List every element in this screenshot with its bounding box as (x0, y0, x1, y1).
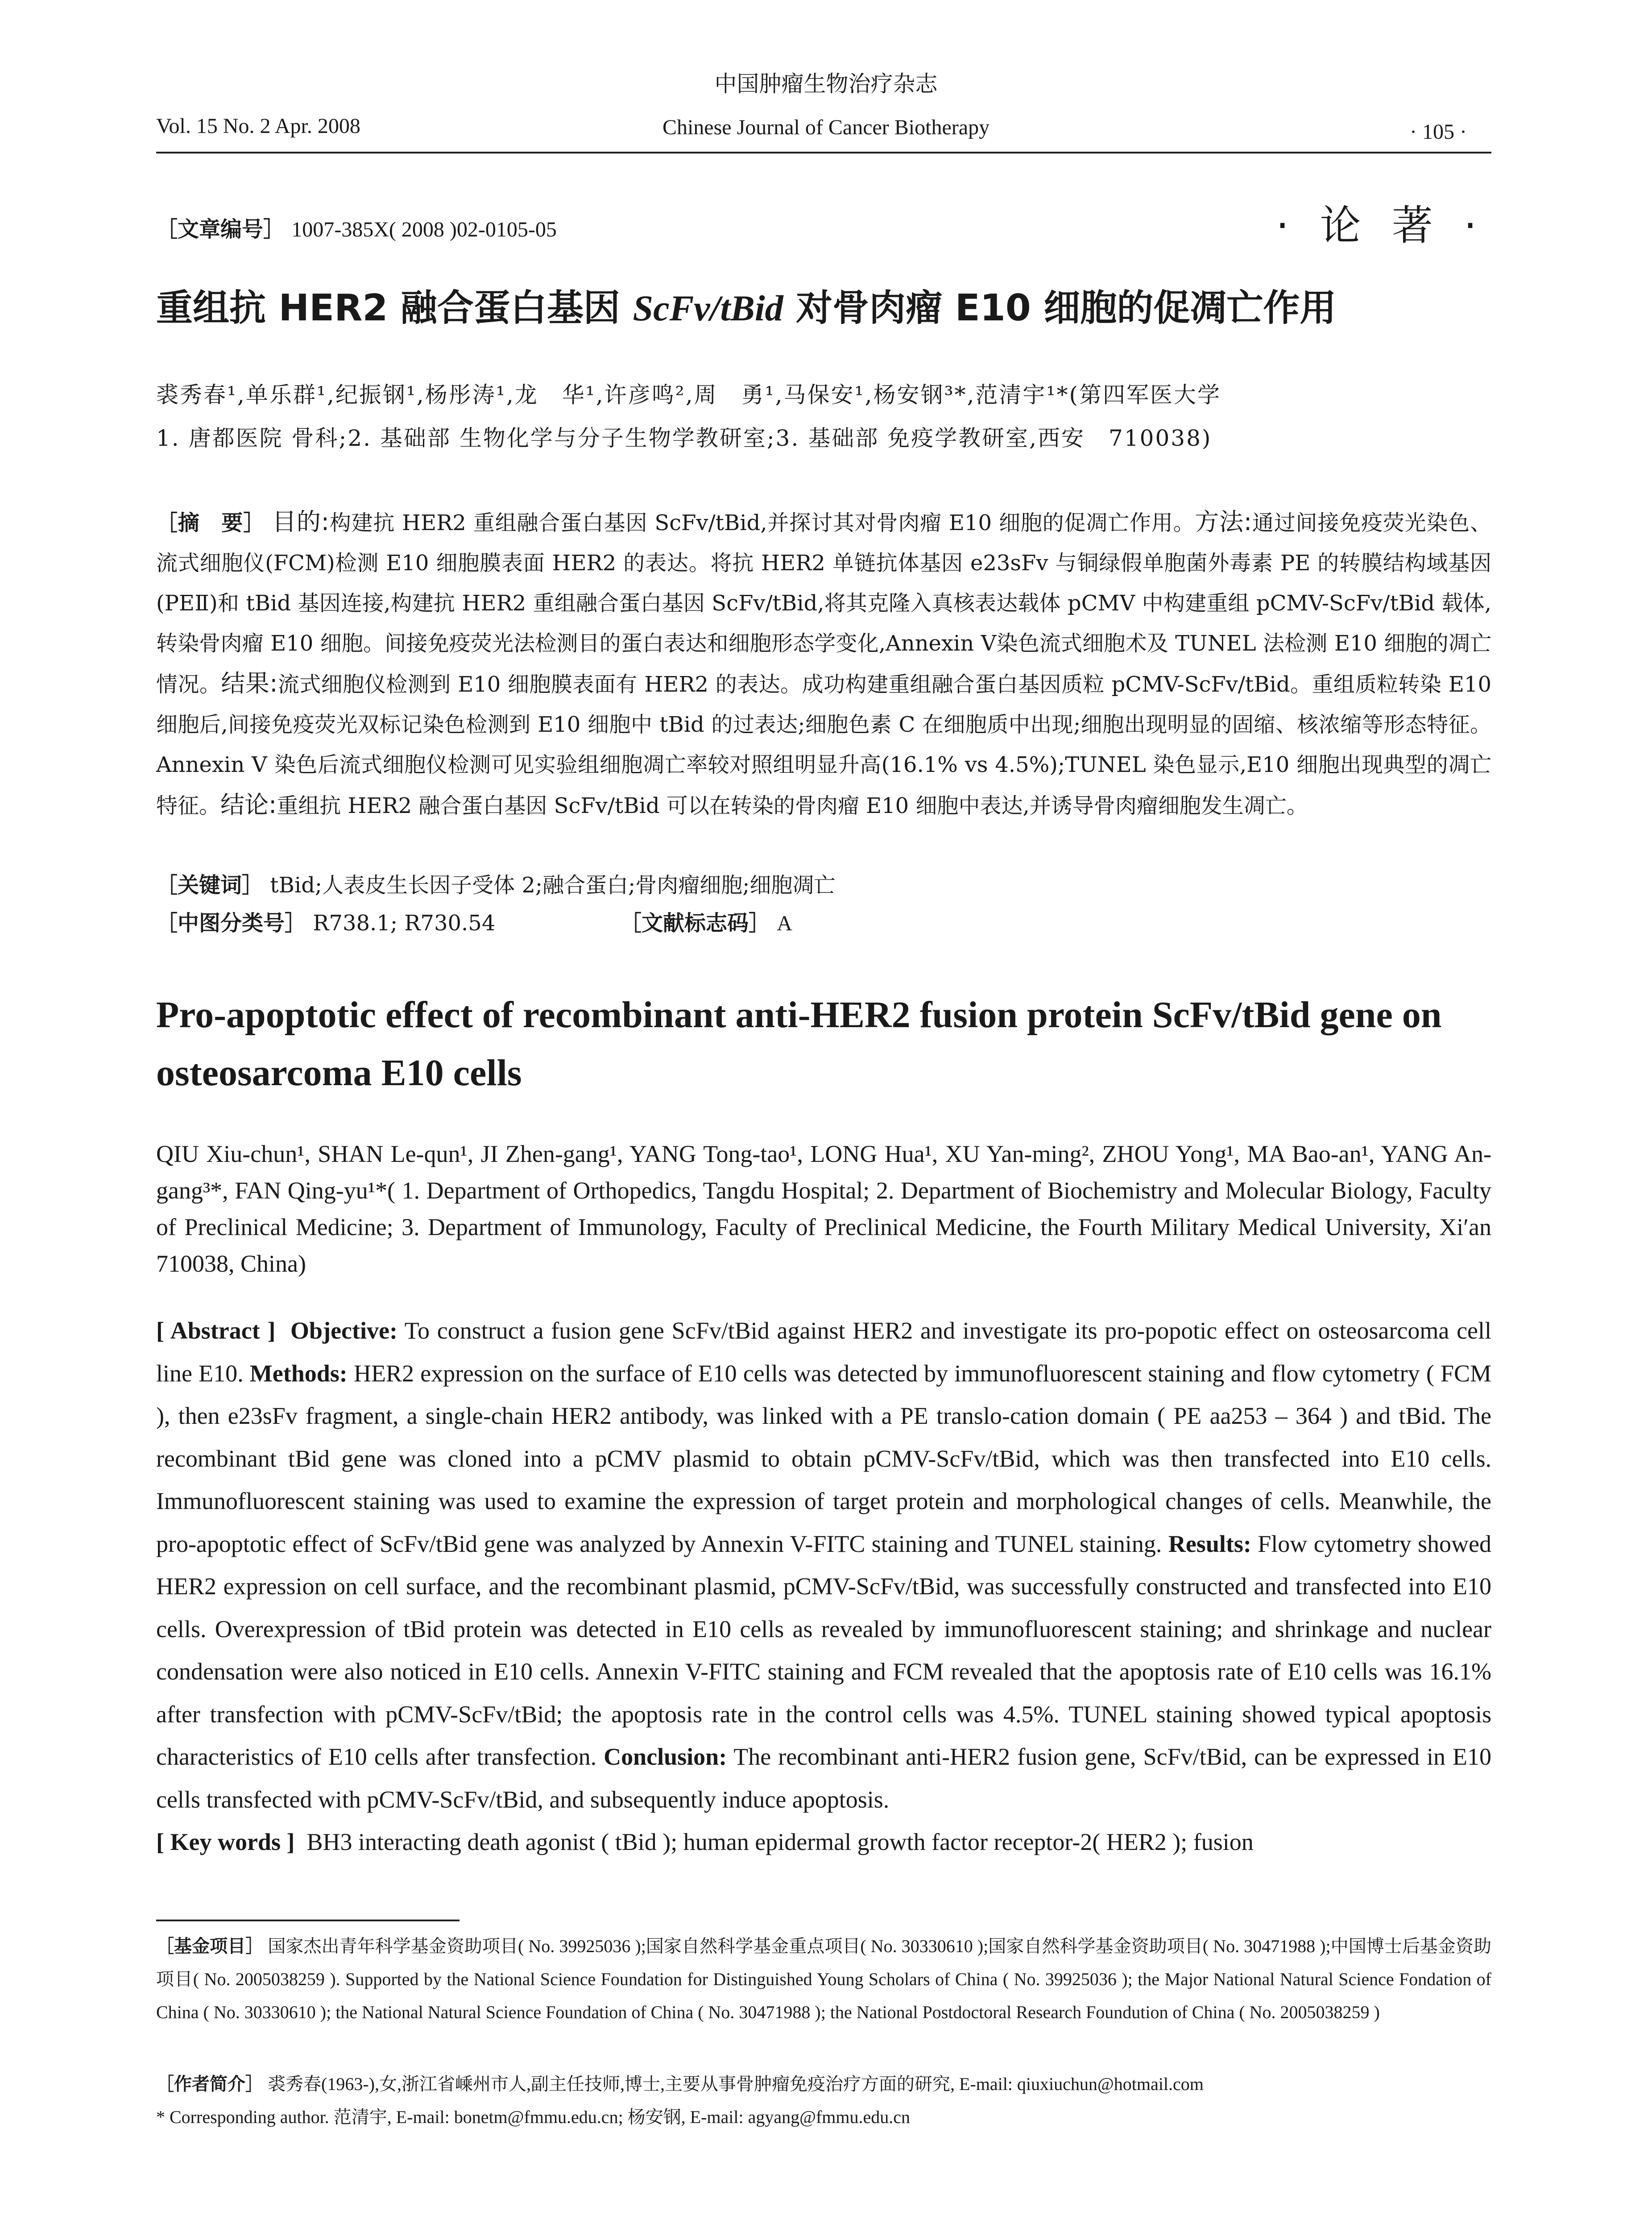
document-code (620, 906, 792, 937)
article-number-label: ［文章编号］ (156, 217, 285, 242)
author-brief (156, 2068, 1491, 2101)
journal-title-en: Chinese Journal of Cancer Biotherapy (662, 116, 990, 139)
footnote-rule (156, 1920, 460, 1921)
clc-label: ［中图分类号］ (156, 911, 306, 936)
clc-value: R738.1; R730.54 (313, 911, 496, 936)
classification-line (156, 906, 495, 937)
doc-code-value: A (777, 912, 792, 935)
abstract-en-label: [ Abstract ] (156, 1317, 276, 1344)
abstract-en-conclusion-label: Conclusion: (604, 1743, 727, 1770)
abstract-en-objective: To construct a fusion gene ScFv/tBid against HER2 and investigate its pro-popotic effect on osteosarcoma cell line E10. (156, 1317, 1492, 1387)
abstract-en-conclusion: The recombinant anti-HER2 fusion gene, ScFv/tBid, can be expressed in E10 cells transfected with pCMV-ScFv/tBid, and subsequently induce apoptosis. (156, 1743, 1492, 1813)
journal-title-cn: 中国肿瘤生物治疗杂志 (714, 71, 938, 97)
abstract-en-objective-label: Objective: (290, 1317, 397, 1344)
title-cn-suffix: 对骨肉瘤 E10 细胞的促凋亡作用 (783, 287, 1337, 329)
title-cn-prefix: 重组抗 HER2 融合蛋白基因 (156, 287, 633, 329)
header-rule (156, 152, 1491, 153)
section-label: · 论 著 · (1276, 202, 1486, 249)
abstract-cn-conclusion-label: 结论: (220, 791, 277, 819)
keywords-en-value: BH3 interacting death agonist ( tBid ); human epidermal growth factor receptor-2( HER2 ); fusion (306, 1829, 1254, 1855)
abstract-en-results-label: Results: (1168, 1530, 1251, 1557)
abstract-cn-results: 流式细胞仪检测到 E10 细胞膜表面有 HER2 的表达。成功构建重组融合蛋白基因质粒 pCMV-ScFv/tBid。重组质粒转染 E10 细胞后,间接免疫荧光双标记染色检测到 E10 细胞中 tBid 的过表达;细胞色素 C 在细胞质中出现;细胞出现明显的固缩、核浓缩等形态特征。Annexin V 染色后流式细胞仪检测可见实验组细胞凋亡率较对照组明显升高(16.1% vs 4.5%);TUNEL 染色显示,E10 细胞出现典型的凋亡特征。 (156, 672, 1491, 818)
abstract-cn-label: ［摘 要］ (156, 510, 265, 535)
title-cn (156, 279, 1336, 331)
authors-cn-line1: 裘秀春¹,单乐群¹,纪振钢¹,杨彤涛¹,龙 华¹,许彦鸣²,周 勇¹,马保安¹,杨安钢³*,范清宇¹*(第四军医大学 (156, 382, 1221, 408)
keywords-cn-value: tBid;人表皮生长因子受体 2;融合蛋白;骨肉瘤细胞;细胞凋亡 (270, 873, 836, 898)
article-number-value: 1007-385X( 2008 )02-0105-05 (291, 218, 557, 241)
article-number (156, 212, 557, 243)
abstract-cn-results-label: 结果: (221, 669, 278, 697)
abstract-en-methods-label: Methods: (249, 1360, 348, 1387)
keywords-cn-label: ［关键词］ (156, 873, 264, 898)
authors-cn-affiliations: 1. 唐都医院 骨科;2. 基础部 生物化学与分子生物学教研室;3. 基础部 免疫学教研室,西安 710038) (156, 425, 1212, 451)
abstract-cn-conclusion: 重组抗 HER2 融合蛋白基因 ScFv/tBid 可以在转染的骨肉瘤 E10 细胞中表达,并诱导骨肉瘤细胞发生凋亡。 (277, 793, 1308, 818)
funding-text: 国家杰出青年科学基金资助项目( No. 39925036 );国家自然科学基金重点项目( No. 30330610 );国家自然科学基金资助项目( No. 30471988 );中国博士后基金资助项目( No. 2005038259 ). Supported by the National Science Foundation for Distinguished Young Scholars of China ( No. 39925036 ); the Major National Natural Science Fondation of China ( No. 30330610 ); the National Natural Science Foundation of China ( No. 30471988 ); the National Postdoctoral Research Foundution of China ( No. 2005038259 ) (156, 1936, 1492, 2022)
abstract-cn-objective-label: 目的: (272, 508, 329, 536)
title-en: Pro-apoptotic effect of recombinant anti-HER2 fusion protein ScFv/tBid gene on osteosarcoma E10 cells (156, 994, 1442, 1094)
abstract-en-methods: HER2 expression on the surface of E10 cells was detected by immunofluorescent staining and flow cytometry ( FCM ), then e23sFv fragment, a single-chain HER2 antibody, was linked with a PE translo-cation domain ( PE aa253 – 364 ) and tBid. The recombinant tBid gene was cloned into a pCMV plasmid to obtain pCMV-ScFv/tBid, which was then transfected into E10 cells. Immunofluorescent staining was used to examine the expression of target protein and morphological changes of cells. Meanwhile, the pro-apoptotic effect of ScFv/tBid gene was analyzed by Annexin V-FITC staining and TUNEL staining. (156, 1360, 1492, 1557)
abstract-cn-methods: 通过间接免疫荧光染色、流式细胞仪(FCM)检测 E10 细胞膜表面 HER2 的表达。将抗 HER2 单链抗体基因 e23sFv 与铜绿假单胞菌外毒素 PE 的转膜结构域基因(PEⅡ)和 tBid 基因连接,构建抗 HER2 重组融合蛋白基因 ScFv/tBid,将其克隆入真核表达载体 pCMV 中构建重组 pCMV-ScFv/tBid 载体,转染骨肉瘤 E10 细胞。间接免疫荧光法检测目的蛋白表达和细胞形态学变化,Annexin V染色流式细胞术及 TUNEL 法检测 E10 细胞的凋亡情况。 (156, 510, 1491, 697)
abstract-cn (156, 502, 1491, 826)
abstract-en-results: Flow cytometry showed HER2 expression on cell surface, and the recombinant plasmid, pCMV-ScFv/tBid, was successfully constructed and transfected into E10 cells. Overexpression of tBid protein was detected in E10 cells as revealed by immunofluorescent staining; and shrinkage and nuclear condensation were also noticed in E10 cells. Annexin V-FITC staining and FCM revealed that the apoptosis rate of E10 cells was 16.1% after transfection with pCMV-ScFv/tBid; the apoptosis rate in the control cells was 4.5%. TUNEL staining showed typical apoptosis characteristics of E10 cells after transfection. (156, 1530, 1492, 1770)
abstract-cn-objective: 构建抗 HER2 重组融合蛋白基因 ScFv/tBid,并探讨其对骨肉瘤 E10 细胞的促凋亡作用。 (329, 510, 1195, 535)
author-brief-text: 裘秀春(1963-),女,浙江省嵊州市人,副主任技师,博士,主要从事骨肿瘤免疫治疗方面的研究, E-mail: qiuxiuchun@hotmail.com (268, 2074, 1204, 2094)
doc-code-label: ［文献标志码］ (620, 911, 770, 936)
volume-info: Vol. 15 No. 2 Apr. 2008 (156, 114, 360, 138)
keywords-en-label: [ Key words ] (156, 1829, 295, 1855)
funding-note (156, 1930, 1491, 2029)
corresponding-author: * Corresponding author. 范清宇, E-mail: bonetm@fmmu.edu.cn; 杨安钢, E-mail: agyang@fmmu.edu.cn (156, 2107, 911, 2127)
page-number: · 105 · (1410, 120, 1467, 144)
title-cn-gene: ScFv/tBid (633, 288, 783, 328)
abstract-cn-methods-label: 方法: (1195, 508, 1252, 536)
author-brief-label: ［作者简介］ (156, 2074, 263, 2094)
abstract-en (156, 1310, 1491, 1864)
keywords-cn (156, 868, 835, 899)
authors-en: QIU Xiu-chun¹, SHAN Le-qun¹, JI Zhen-gang¹, YANG Tong-tao¹, LONG Hua¹, XU Yan-ming², ZHOU Yong¹, MA Bao-an¹, YANG An-gang³*, FAN Qing-yu¹*( 1. Department of Orthopedics, Tangdu Hospital; 2. Department of Biochemistry and Molecular Biology, Faculty of Preclinical Medicine; 3. Department of Immunology, Faculty of Preclinical Medicine, the Fourth Military Medical University, Xi′an 710038, China) (156, 1140, 1491, 1277)
funding-label: ［基金项目］ (156, 1936, 264, 1957)
